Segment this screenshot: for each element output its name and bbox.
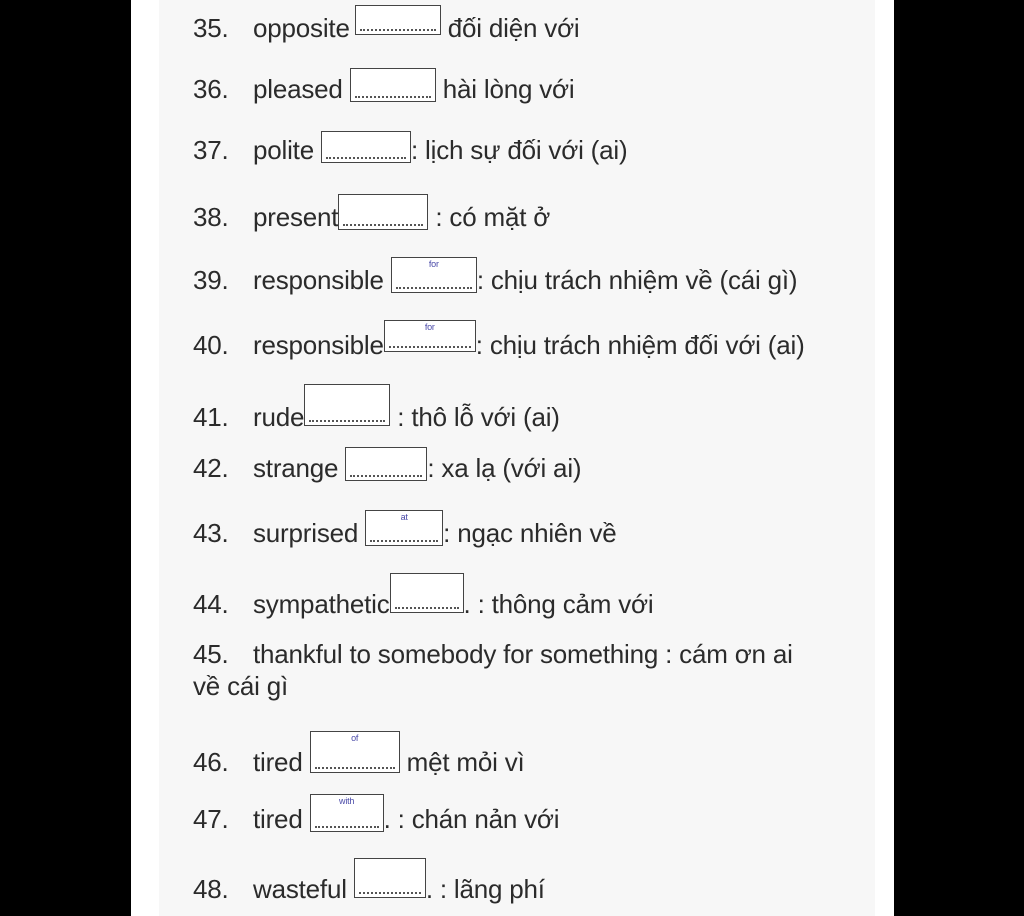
answer-blank-41[interactable] (304, 384, 390, 426)
list-item-43 (193, 510, 617, 549)
item-number: 47. (193, 804, 229, 834)
answer-blank-39[interactable] (391, 257, 477, 293)
item-number: 39. (193, 265, 229, 295)
item-word: polite (253, 135, 314, 165)
item-word: surprised (253, 518, 359, 548)
list-item-40 (193, 320, 805, 361)
item-meaning: : chịu trách nhiệm về (cái gì) (476, 265, 798, 295)
item-word: strange (253, 453, 339, 483)
list-item-48 (193, 858, 545, 905)
worksheet (159, 0, 875, 916)
list-item-38 (193, 194, 550, 233)
answer-blank-40[interactable] (384, 320, 476, 352)
item-meaning: . : chán nản với (383, 804, 560, 834)
list-item-46 (193, 731, 525, 778)
list-item-36 (193, 68, 574, 105)
item-word: present (253, 202, 339, 232)
item-number: 48. (193, 874, 229, 904)
list-item-44 (193, 573, 653, 620)
item-word: opposite (253, 13, 350, 43)
item-word: responsible (253, 330, 384, 360)
answer-blank-42[interactable] (345, 447, 427, 481)
answer-blank-35[interactable] (355, 5, 441, 35)
item-meaning: . : thông cảm với (463, 589, 654, 619)
answer-blank-48[interactable] (354, 858, 426, 898)
list-item-39 (193, 257, 797, 296)
item-word: sympathetic (253, 589, 390, 619)
item-number: 35. (193, 13, 229, 43)
answer-hint: for (428, 259, 439, 269)
list-item-37 (193, 131, 627, 166)
item-meaning: : lịch sự đối với (ai) (411, 135, 628, 165)
item-number: 37. (193, 135, 229, 165)
answer-blank-43[interactable] (365, 510, 443, 546)
item-meaning: : ngạc nhiên về (443, 518, 617, 548)
item-number: 41. (193, 402, 229, 432)
item-number: 43. (193, 518, 229, 548)
answer-hint: for (424, 322, 435, 332)
list-item-45 (193, 638, 853, 670)
document-page (131, 0, 894, 916)
answer-blank-46[interactable] (310, 731, 400, 773)
answer-hint: of (351, 733, 359, 743)
list-item-45-continuation (193, 670, 288, 702)
answer-blank-38[interactable] (338, 194, 428, 230)
item-word: responsible (253, 265, 384, 295)
list-item-42 (193, 447, 581, 484)
answer-blank-36[interactable] (350, 68, 436, 102)
list-item-41 (193, 384, 560, 433)
item-meaning: : chịu trách nhiệm đối với (ai) (475, 330, 805, 360)
item-number: 42. (193, 453, 229, 483)
item-number: 46. (193, 747, 229, 777)
item-number: 40. (193, 330, 229, 360)
item-number: 45. (193, 639, 229, 669)
item-meaning: mệt mỏi vì (406, 747, 525, 777)
answer-blank-37[interactable] (321, 131, 411, 163)
item-number: 36. (193, 74, 229, 104)
item-word: tired (253, 747, 303, 777)
answer-hint: with (339, 796, 355, 806)
list-item-47 (193, 794, 559, 835)
item-meaning: đối diện với (447, 13, 580, 43)
item-word: rude (253, 402, 305, 432)
item-word: wasteful (253, 874, 347, 904)
item-number: 44. (193, 589, 229, 619)
answer-hint: at (400, 512, 408, 522)
list-item-35 (193, 5, 580, 44)
item-meaning: : xa lạ (với ai) (427, 453, 582, 483)
item-meaning: hài lòng với (442, 74, 575, 104)
item-meaning: : có mặt ở (435, 202, 551, 232)
item-text-line1: thankful to somebody for something : cám ơn ai (253, 639, 793, 669)
item-number: 38. (193, 202, 229, 232)
item-word: tired (253, 804, 303, 834)
item-meaning: : thô lỗ với (ai) (397, 402, 560, 432)
answer-blank-44[interactable] (390, 573, 464, 613)
item-text-line2: về cái gì (193, 671, 289, 701)
item-meaning: . : lãng phí (425, 874, 545, 904)
answer-blank-47[interactable] (310, 794, 384, 832)
item-word: pleased (253, 74, 343, 104)
